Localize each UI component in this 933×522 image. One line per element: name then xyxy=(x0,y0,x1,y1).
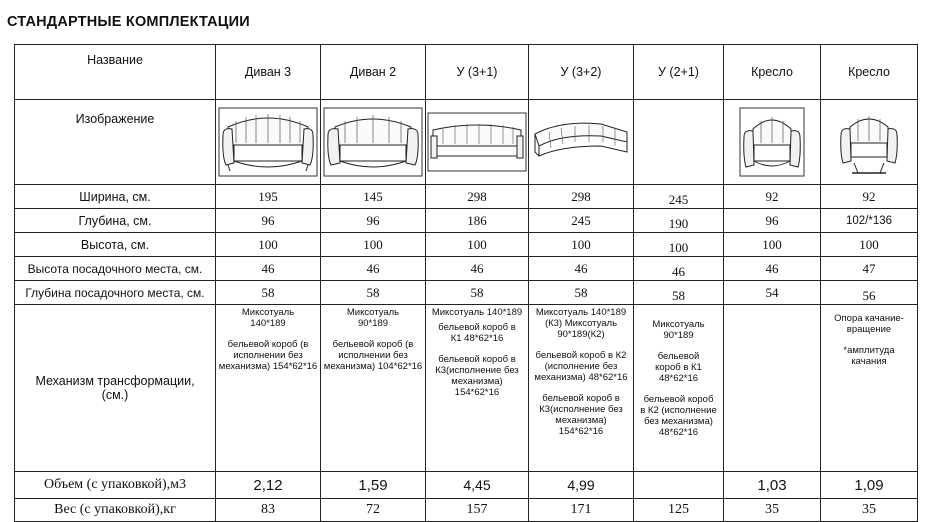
mech-line: Опора качание-вращение xyxy=(834,313,904,335)
mech-line: бельевой короб (в исполнении без механизма) 104*62*16 xyxy=(323,339,423,372)
mech-line: бельевой короб в К2 (исполнение без механизма) 48*62*16 xyxy=(534,350,628,383)
row-label-volume: Объем (с упаковкой),м3 xyxy=(15,472,216,499)
cell-value: 46 xyxy=(724,257,821,281)
mech-line: Миксотуаль 140*189 xyxy=(241,307,295,329)
cell-value: 145 xyxy=(321,185,426,209)
cell-value: 190 xyxy=(634,209,724,233)
cell-value: 1,09 xyxy=(821,472,918,499)
table-row-volume xyxy=(15,472,918,499)
row-label-height: Высота, см. xyxy=(15,233,216,257)
table-row-name xyxy=(15,45,918,100)
cell-value: 47 xyxy=(821,257,918,281)
table-row-seat-depth xyxy=(15,281,918,305)
cell-value: 46 xyxy=(321,257,426,281)
mech-line: Миксотуаль 140*189 xyxy=(431,307,523,318)
row-label-seat-depth: Глубина посадочного места, см. xyxy=(15,281,216,305)
cell-value: 54 xyxy=(724,281,821,305)
armchair-image xyxy=(724,100,821,185)
cell-value: 46 xyxy=(426,257,529,281)
cell-value xyxy=(634,472,724,499)
cell-value: 1,03 xyxy=(724,472,821,499)
cell-value: 125 xyxy=(634,499,724,522)
col-header: У (3+2) xyxy=(529,45,634,100)
cell-value: 157 xyxy=(426,499,529,522)
row-label-weight: Вес (с упаковкой),кг xyxy=(15,499,216,522)
cell-value: 4,45 xyxy=(426,472,529,499)
mechanism-cell xyxy=(634,305,724,472)
cell-value: 100 xyxy=(529,233,634,257)
cell-value: 96 xyxy=(216,209,321,233)
cell-value: 100 xyxy=(216,233,321,257)
armchair-icon xyxy=(836,107,902,177)
cell-value: 100 xyxy=(724,233,821,257)
mechanism-cell-empty xyxy=(724,305,821,472)
corner-sofa-icon xyxy=(427,112,527,172)
cell-value: 298 xyxy=(529,185,634,209)
page-title: СТАНДАРТНЫЕ КОМПЛЕКТАЦИИ xyxy=(7,14,250,30)
cell-value: 100 xyxy=(634,233,724,257)
cell-value: 245 xyxy=(529,209,634,233)
empty-image-cell xyxy=(634,100,724,185)
sofa-icon xyxy=(218,107,318,177)
table-row-weight xyxy=(15,499,918,522)
corner-sofa-3-1-image xyxy=(426,100,529,185)
cell-value: 195 xyxy=(216,185,321,209)
cell-value: 100 xyxy=(321,233,426,257)
table-row-height xyxy=(15,233,918,257)
mech-line: бельевой короб в К1 48*62*16 xyxy=(655,351,702,384)
cell-value: 58 xyxy=(529,281,634,305)
mech-line: *амплитуда качания xyxy=(843,345,895,367)
rocking-armchair-image xyxy=(821,100,918,185)
cell-value: 171 xyxy=(529,499,634,522)
mechanism-cell xyxy=(426,305,529,472)
row-label-mechanism: Механизм трансформации, (см.) xyxy=(15,305,216,472)
cell-value: 92 xyxy=(724,185,821,209)
table-row-width xyxy=(15,185,918,209)
cell-value: 1,59 xyxy=(321,472,426,499)
cell-value: 46 xyxy=(529,257,634,281)
cell-value: 100 xyxy=(426,233,529,257)
armchair-icon xyxy=(739,107,805,177)
sofa-2-image xyxy=(321,100,426,185)
spec-table xyxy=(14,44,918,522)
mech-line: бельевой короб в К3(исполнение без механизма) 154*62*16 xyxy=(435,354,519,398)
col-header: Кресло xyxy=(821,45,918,100)
col-header: Диван 3 xyxy=(216,45,321,100)
cell-value: 56 xyxy=(821,281,918,305)
cell-value: 92 xyxy=(821,185,918,209)
table-row-depth xyxy=(15,209,918,233)
mech-line: бельевой короб в К1 48*62*16 xyxy=(438,322,516,344)
cell-value: 2,12 xyxy=(216,472,321,499)
table-row-mechanism xyxy=(15,305,918,472)
row-label-depth: Глубина, см. xyxy=(15,209,216,233)
cell-value: 96 xyxy=(724,209,821,233)
table-row-seat-height xyxy=(15,257,918,281)
cell-value: 58 xyxy=(321,281,426,305)
cell-value: 100 xyxy=(821,233,918,257)
mechanism-cell xyxy=(216,305,321,472)
cell-value: 35 xyxy=(724,499,821,522)
cell-value: 46 xyxy=(634,257,724,281)
cell-value: 58 xyxy=(634,281,724,305)
cell-value: 58 xyxy=(216,281,321,305)
mech-line: бельевой короб в К2 (исполнение без механизма) 48*62*16 xyxy=(640,394,717,438)
cell-value: 83 xyxy=(216,499,321,522)
col-header: У (2+1) xyxy=(634,45,724,100)
cell-value: 58 xyxy=(426,281,529,305)
cell-value: 96 xyxy=(321,209,426,233)
row-label-name: Название xyxy=(15,45,216,100)
mech-line: Миксотуаль 140*189 (К3) Миксотуаль 90*189(К2) xyxy=(535,307,627,340)
cell-value: 72 xyxy=(321,499,426,522)
mech-line: бельевой короб (в исполнении без механизма) 154*62*16 xyxy=(218,339,318,372)
cell-value: 186 xyxy=(426,209,529,233)
sofa-3-image xyxy=(216,100,321,185)
corner-sofa-icon xyxy=(531,112,631,172)
row-label-width: Ширина, см. xyxy=(15,185,216,209)
mech-line: Миксотуаль 90*189 xyxy=(346,307,400,329)
corner-sofa-3-2-image xyxy=(529,100,634,185)
mechanism-cell xyxy=(321,305,426,472)
cell-value: 245 xyxy=(634,185,724,209)
cell-value: 102/*136 xyxy=(821,209,918,233)
mech-line: бельевой короб в К3(исполнение без механизма) 154*62*16 xyxy=(539,393,623,437)
sofa-icon xyxy=(323,107,423,177)
col-header: У (3+1) xyxy=(426,45,529,100)
cell-value: 4,99 xyxy=(529,472,634,499)
mechanism-cell xyxy=(821,305,918,472)
cell-value: 35 xyxy=(821,499,918,522)
table-row-image xyxy=(15,100,918,185)
col-header: Кресло xyxy=(724,45,821,100)
row-label-image: Изображение xyxy=(15,100,216,185)
mech-line: Миксотуаль 90*189 xyxy=(652,319,705,341)
col-header: Диван 2 xyxy=(321,45,426,100)
cell-value: 298 xyxy=(426,185,529,209)
cell-value: 46 xyxy=(216,257,321,281)
row-label-seat-height: Высота посадочного места, см. xyxy=(15,257,216,281)
mechanism-cell xyxy=(529,305,634,472)
